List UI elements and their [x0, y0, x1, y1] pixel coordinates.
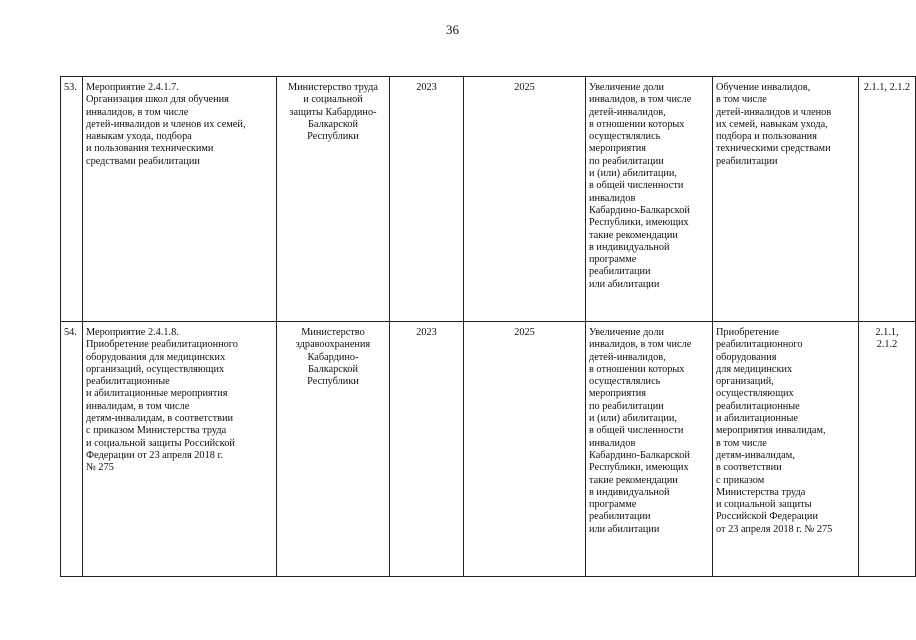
text-line: инвалидов, в том числе	[589, 339, 692, 351]
text-line: по реабилитации	[589, 400, 664, 412]
text-line: Балкарской	[308, 363, 358, 375]
text-line: и абилитационные мероприятия	[86, 388, 228, 400]
text-line: организаций,	[716, 376, 774, 388]
text-line: детей-инвалидов,	[589, 351, 666, 363]
start-year-cell: 2023	[390, 77, 464, 322]
text-line: Увеличение доли	[589, 82, 664, 93]
text-line: Кабардино-	[307, 351, 359, 363]
indicator-cell	[586, 322, 713, 577]
text-line: Российской Федерации	[716, 511, 818, 523]
text-line: 2.1.2	[876, 339, 898, 351]
result-cell	[713, 322, 859, 577]
text-line: осуществляющих	[716, 388, 794, 400]
text-line: и (или) абилитации,	[589, 168, 677, 180]
end-year-cell: 2025	[464, 77, 586, 322]
event-cell	[83, 77, 277, 322]
result-cell	[713, 77, 859, 322]
text-line: и социальной защиты	[716, 499, 812, 511]
table-row	[61, 77, 916, 322]
indicator-cell	[586, 77, 713, 322]
text-line: техническими средствами	[716, 143, 831, 155]
text-line: Кабардино-Балкарской	[589, 204, 690, 216]
text-line: защиты Кабардино-	[289, 106, 377, 118]
text-line: для медицинских	[716, 363, 793, 375]
text-line: инвалидов, в том числе	[86, 106, 189, 118]
text-line: и социальной	[303, 94, 363, 106]
text-line: Республики, имеющих	[589, 217, 689, 229]
text-line: средствами реабилитации	[86, 155, 200, 167]
text-line: реабилитации	[589, 266, 651, 278]
page-number: 36	[446, 22, 459, 37]
text-line: Обучение инвалидов,	[716, 82, 811, 93]
text-line: или абилитации	[589, 523, 660, 535]
start-year-cell: 2023	[390, 322, 464, 577]
text-line: и социальной защиты Российской	[86, 437, 235, 449]
text-line: Мероприятие 2.4.1.8.	[86, 327, 179, 338]
text-line: в соответствии	[716, 462, 782, 474]
text-line: мероприятия инвалидам,	[716, 425, 826, 437]
text-line: и абилитационные	[716, 413, 798, 425]
text-line: или абилитации	[589, 278, 660, 290]
text-line: в том числе	[716, 437, 767, 449]
text-line: в индивидуальной	[589, 486, 670, 498]
text-line: организаций, осуществляющих	[86, 363, 225, 375]
text-line: с приказом	[716, 474, 765, 486]
text-line: детей-инвалидов и членов их семей,	[86, 118, 246, 130]
text-line: Республики, имеющих	[589, 462, 689, 474]
text-line: Организация школ для обучения	[86, 94, 229, 106]
text-line: инвалидов, в том числе	[589, 94, 692, 106]
text-line: Увеличение доли	[589, 327, 664, 338]
text-line: реабилитационные	[716, 400, 800, 412]
linked-indicator-cell	[859, 77, 916, 322]
text-line: реабилитационного	[716, 339, 803, 351]
text-line: подбора и пользования	[716, 131, 817, 143]
text-line: в индивидуальной	[589, 241, 670, 253]
text-line: программе	[589, 499, 637, 511]
text-line: оборудования	[716, 351, 777, 363]
text-line: и пользования техническими	[86, 143, 214, 155]
text-line: Министерство	[301, 327, 365, 338]
text-line: мероприятия	[589, 388, 647, 400]
text-line: Приобретение	[716, 327, 779, 338]
text-line: реабилитационные	[86, 376, 170, 388]
text-line: реабилитации	[589, 511, 651, 523]
text-line: и (или) абилитации,	[589, 413, 677, 425]
text-line: такие рекомендации	[589, 229, 678, 241]
text-line: инвалидам, в том числе	[86, 400, 190, 412]
text-line: Кабардино-Балкарской	[589, 449, 690, 461]
event-cell	[83, 322, 277, 577]
text-line: 2.1.1,	[875, 327, 899, 338]
text-line: в общей численности	[589, 180, 684, 192]
text-line: такие рекомендации	[589, 474, 678, 486]
text-line: их семей, навыкам ухода,	[716, 118, 828, 130]
text-line: в отношении которых	[589, 363, 685, 375]
executor-cell	[277, 322, 390, 577]
text-line: осуществлялись	[589, 131, 661, 143]
text-line: Балкарской	[308, 118, 358, 130]
text-line: Министерство труда	[287, 82, 378, 93]
text-line: Приобретение реабилитационного	[86, 339, 238, 351]
table-row	[61, 322, 916, 577]
row-number-cell: 54.	[61, 322, 83, 577]
text-line: Республики	[307, 376, 359, 388]
text-line: программе	[589, 254, 637, 266]
text-line: в том числе	[716, 94, 767, 106]
text-line: оборудования для медицинских	[86, 351, 226, 363]
text-line: Министерства труда	[716, 486, 806, 498]
text-line: Мероприятие 2.4.1.7.	[86, 82, 179, 93]
end-year-cell: 2025	[464, 322, 586, 577]
text-line: детей-инвалидов и членов	[716, 106, 832, 118]
executor-cell	[277, 77, 390, 322]
text-line: в общей численности	[589, 425, 684, 437]
text-line: Республики	[307, 131, 359, 143]
text-line: инвалидов	[589, 192, 636, 204]
text-line: инвалидов	[589, 437, 636, 449]
text-line: детям-инвалидам, в соответствии	[86, 413, 234, 425]
text-line: с приказом Министерства труда	[86, 425, 227, 437]
text-line: мероприятия	[589, 143, 647, 155]
text-line: по реабилитации	[589, 155, 664, 167]
text-line: от 23 апреля 2018 г. № 275	[716, 523, 833, 535]
program-activities-table	[60, 76, 916, 577]
text-line: навыкам ухода, подбора	[86, 131, 192, 143]
text-line: детям-инвалидам,	[716, 449, 795, 461]
linked-indicator-cell	[859, 322, 916, 577]
row-number-cell: 53.	[61, 77, 83, 322]
text-line: в отношении которых	[589, 118, 685, 130]
text-line: детей-инвалидов,	[589, 106, 666, 118]
text-line: 2.1.1, 2.1.2	[863, 82, 911, 93]
text-line: реабилитации	[716, 155, 778, 167]
text-line: № 275	[86, 462, 114, 474]
text-line: здравоохранения	[295, 339, 371, 351]
text-line: Федерации от 23 апреля 2018 г.	[86, 449, 224, 461]
text-line: осуществлялись	[589, 376, 661, 388]
